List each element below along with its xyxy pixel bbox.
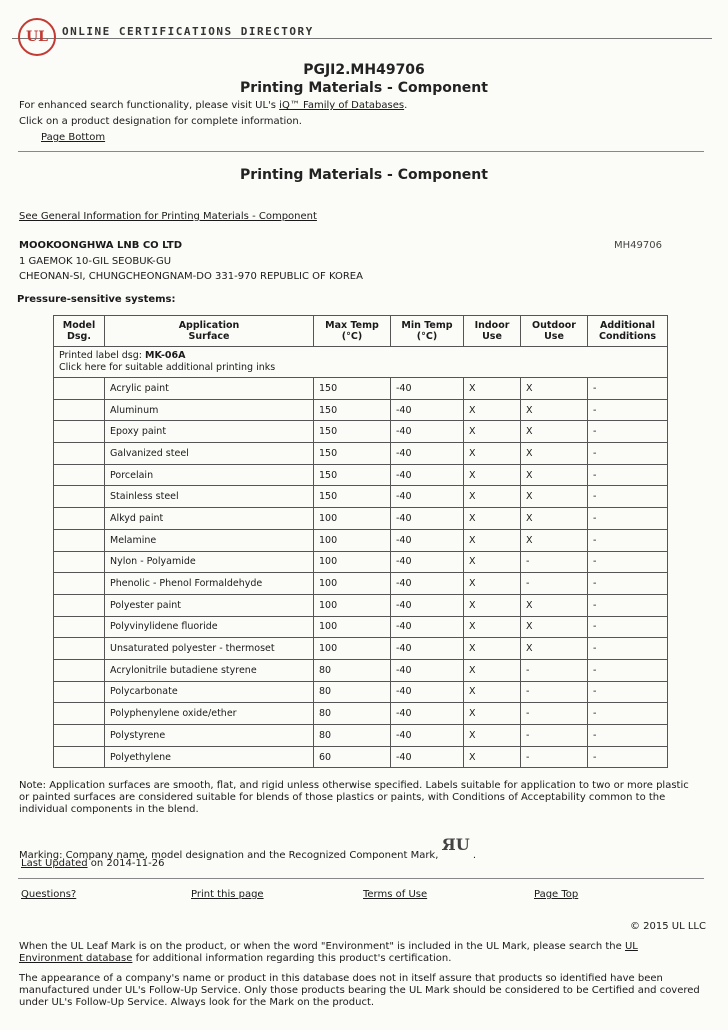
- min-cell: -40: [391, 464, 464, 486]
- outdoor-cell: X: [521, 529, 588, 551]
- col-max-temp: Max Temp (°C): [314, 316, 391, 347]
- marking-text: Marking: Company name, model designation and the Recognized Component Mark,: [19, 850, 439, 861]
- cond-cell: -: [588, 508, 668, 530]
- table-header-row: [54, 316, 668, 347]
- max-cell: 80: [314, 703, 391, 725]
- company-address-2: CHEONAN-SI, CHUNGCHEONGNAM-DO 331-970 REPUBLIC OF KOREA: [19, 271, 363, 282]
- indoor-cell: X: [464, 551, 521, 573]
- print-page-link[interactable]: Print this page: [191, 889, 264, 900]
- model-designation-link[interactable]: MK-06A: [144, 350, 186, 361]
- surface-cell: Stainless steel: [105, 486, 314, 508]
- terms-of-use-link[interactable]: Terms of Use: [363, 889, 428, 900]
- surface-cell: Polyester paint: [105, 594, 314, 616]
- model-cell: [54, 616, 105, 638]
- table-row: [54, 594, 668, 616]
- general-info-link[interactable]: See General Information for Printing Materials - Component: [19, 211, 317, 222]
- max-cell: 150: [314, 486, 391, 508]
- leaf-notice-text: When the UL Leaf Mark is on the product, or when the word "Environment" is included in the UL Mark, please search the: [19, 941, 625, 952]
- table-row: [54, 464, 668, 486]
- page-bottom-link[interactable]: Page Bottom: [41, 132, 106, 143]
- last-updated-date: on 2014-11-26: [87, 858, 165, 869]
- page-code-title: PGJI2.MH49706: [303, 62, 425, 78]
- surface-cell: Phenolic - Phenol Formaldehyde: [105, 573, 314, 595]
- copyright: © 2015 UL LLC: [629, 921, 706, 932]
- footer-divider: [18, 878, 704, 879]
- indoor-cell: X: [464, 659, 521, 681]
- min-cell: -40: [391, 594, 464, 616]
- model-cell: [54, 486, 105, 508]
- indoor-cell: X: [464, 399, 521, 421]
- cond-cell: -: [588, 378, 668, 400]
- ul-logo: UL: [18, 18, 56, 56]
- company-name: MOOKOONGHWA LNB CO LTD: [19, 240, 183, 251]
- max-cell: 150: [314, 421, 391, 443]
- min-cell: -40: [391, 638, 464, 660]
- cond-cell: -: [588, 616, 668, 638]
- surface-cell: Polyphenylene oxide/ether: [105, 703, 314, 725]
- cond-cell: -: [588, 746, 668, 768]
- model-cell: [54, 594, 105, 616]
- indoor-cell: X: [464, 508, 521, 530]
- surface-cell: Unsaturated polyester - thermoset: [105, 638, 314, 660]
- ur-mark-icon: ЯU: [441, 835, 470, 854]
- outdoor-cell: -: [521, 703, 588, 725]
- application-note: Note: Application surfaces are smooth, flat, and rigid unless otherwise specified. Labels suitable for application to two or more plastic or painted surfaces are considered suitable for blends of those plastics or paints, with Conditions of Acceptability common to the individual components in the blend.: [19, 780, 689, 815]
- outdoor-cell: X: [521, 399, 588, 421]
- table-row: [54, 443, 668, 465]
- indoor-cell: X: [464, 681, 521, 703]
- min-cell: -40: [391, 681, 464, 703]
- model-cell: [54, 681, 105, 703]
- last-updated-link[interactable]: Last Updated: [21, 858, 88, 869]
- indoor-cell: X: [464, 616, 521, 638]
- cond-cell: -: [588, 681, 668, 703]
- min-cell: -40: [391, 399, 464, 421]
- min-cell: -40: [391, 725, 464, 747]
- max-cell: 100: [314, 529, 391, 551]
- indoor-cell: X: [464, 638, 521, 660]
- surface-cell: Polycarbonate: [105, 681, 314, 703]
- section-title: Printing Materials - Component: [240, 167, 488, 183]
- model-cell: [54, 508, 105, 530]
- follow-up-disclaimer: The appearance of a company's name or product in this database does not in itself assure that products so identified have been manufactured under UL's Follow-Up Service. Only those products bearing the UL Mark should be considered to be Certified and covered under UL's Follow-Up Service. Always look for the Mark on the product.: [19, 973, 700, 1008]
- outdoor-cell: -: [521, 551, 588, 573]
- model-cell: [54, 464, 105, 486]
- model-cell: [54, 638, 105, 660]
- outdoor-cell: X: [521, 464, 588, 486]
- model-cell: [54, 573, 105, 595]
- min-cell: -40: [391, 573, 464, 595]
- max-cell: 100: [314, 573, 391, 595]
- ul-environment-link[interactable]: UL Environment database: [19, 941, 638, 964]
- max-cell: 150: [314, 399, 391, 421]
- surface-cell: Alkyd paint: [105, 508, 314, 530]
- iq-databases-link[interactable]: iQ™ Family of Databases: [279, 100, 405, 111]
- outdoor-cell: -: [521, 746, 588, 768]
- surface-cell: Acrylonitrile butadiene styrene: [105, 659, 314, 681]
- table-row: [54, 746, 668, 768]
- indoor-cell: X: [464, 725, 521, 747]
- table-row: [54, 659, 668, 681]
- indoor-cell: X: [464, 378, 521, 400]
- marking-end: .: [472, 850, 477, 861]
- cond-cell: -: [588, 551, 668, 573]
- table-row: [54, 378, 668, 400]
- outdoor-cell: X: [521, 638, 588, 660]
- surface-cell: Aluminum: [105, 399, 314, 421]
- min-cell: -40: [391, 486, 464, 508]
- model-cell: [54, 378, 105, 400]
- outdoor-cell: X: [521, 616, 588, 638]
- table-row: [54, 681, 668, 703]
- max-cell: 80: [314, 725, 391, 747]
- file-number: MH49706: [614, 240, 662, 251]
- col-conditions: Additional Conditions: [588, 316, 668, 347]
- model-cell: [54, 725, 105, 747]
- label-designation-row: [54, 347, 668, 378]
- cond-cell: -: [588, 638, 668, 660]
- table-row: [54, 638, 668, 660]
- model-cell: [54, 659, 105, 681]
- header-rule: [12, 38, 712, 39]
- table-row: [54, 508, 668, 530]
- indoor-cell: X: [464, 746, 521, 768]
- model-cell: [54, 529, 105, 551]
- min-cell: -40: [391, 703, 464, 725]
- min-cell: -40: [391, 746, 464, 768]
- min-cell: -40: [391, 659, 464, 681]
- cond-cell: -: [588, 443, 668, 465]
- max-cell: 60: [314, 746, 391, 768]
- surface-cell: Polyvinylidene fluoride: [105, 616, 314, 638]
- table-row: [54, 529, 668, 551]
- indoor-cell: X: [464, 594, 521, 616]
- outdoor-cell: -: [521, 725, 588, 747]
- surface-cell: Polystyrene: [105, 725, 314, 747]
- certification-table: [53, 315, 668, 768]
- cond-cell: -: [588, 659, 668, 681]
- col-min-temp: Min Temp (°C): [391, 316, 464, 347]
- indoor-cell: X: [464, 464, 521, 486]
- min-cell: -40: [391, 378, 464, 400]
- surface-cell: Galvanized steel: [105, 443, 314, 465]
- leaf-mark-notice: [19, 941, 701, 965]
- outdoor-cell: X: [521, 594, 588, 616]
- cond-cell: -: [588, 725, 668, 747]
- model-cell: [54, 421, 105, 443]
- col-model: Model Dsg.: [54, 316, 105, 347]
- cond-cell: -: [588, 464, 668, 486]
- min-cell: -40: [391, 443, 464, 465]
- col-indoor: Indoor Use: [464, 316, 521, 347]
- max-cell: 100: [314, 594, 391, 616]
- table-row: [54, 703, 668, 725]
- table-row: [54, 616, 668, 638]
- divider: [18, 151, 704, 152]
- page-top-link[interactable]: Page Top: [534, 889, 579, 900]
- table-row: [54, 421, 668, 443]
- max-cell: 100: [314, 508, 391, 530]
- outdoor-cell: X: [521, 486, 588, 508]
- outdoor-cell: X: [521, 378, 588, 400]
- min-cell: -40: [391, 551, 464, 573]
- max-cell: 100: [314, 616, 391, 638]
- company-address-1: 1 GAEMOK 10-GIL SEOBUK-GU: [19, 256, 172, 267]
- indoor-cell: X: [464, 573, 521, 595]
- max-cell: 100: [314, 551, 391, 573]
- additional-inks-link[interactable]: Click here for suitable additional printing inks: [59, 362, 276, 373]
- table-row: [54, 399, 668, 421]
- surface-cell: Acrylic paint: [105, 378, 314, 400]
- max-cell: 150: [314, 378, 391, 400]
- outdoor-cell: X: [521, 421, 588, 443]
- intro-line-2: Click on a product designation for complete information.: [19, 116, 302, 127]
- leaf-notice-end: for additional information regarding this product's certification.: [132, 953, 452, 964]
- max-cell: 80: [314, 659, 391, 681]
- surface-cell: Nylon - Polyamide: [105, 551, 314, 573]
- last-updated-line: [21, 858, 165, 869]
- max-cell: 80: [314, 681, 391, 703]
- cond-cell: -: [588, 573, 668, 595]
- outdoor-cell: X: [521, 443, 588, 465]
- cond-cell: -: [588, 703, 668, 725]
- cond-cell: -: [588, 421, 668, 443]
- page-title: Printing Materials - Component: [240, 80, 488, 96]
- outdoor-cell: -: [521, 681, 588, 703]
- indoor-cell: X: [464, 443, 521, 465]
- model-cell: [54, 443, 105, 465]
- label-dsg-prefix: Printed label dsg:: [59, 350, 145, 361]
- indoor-cell: X: [464, 529, 521, 551]
- surface-cell: Epoxy paint: [105, 421, 314, 443]
- questions-link[interactable]: Questions?: [21, 889, 77, 900]
- table-row: [54, 486, 668, 508]
- col-outdoor: Outdoor Use: [521, 316, 588, 347]
- model-cell: [54, 703, 105, 725]
- surface-cell: Porcelain: [105, 464, 314, 486]
- indoor-cell: X: [464, 703, 521, 725]
- cond-cell: -: [588, 529, 668, 551]
- cond-cell: -: [588, 486, 668, 508]
- table-row: [54, 573, 668, 595]
- label-designation-cell: [54, 347, 668, 378]
- surface-cell: Melamine: [105, 529, 314, 551]
- outdoor-cell: -: [521, 659, 588, 681]
- max-cell: 150: [314, 464, 391, 486]
- indoor-cell: X: [464, 486, 521, 508]
- intro-line-1: [19, 100, 407, 111]
- max-cell: 100: [314, 638, 391, 660]
- intro-period: .: [404, 100, 408, 111]
- min-cell: -40: [391, 508, 464, 530]
- min-cell: -40: [391, 421, 464, 443]
- min-cell: -40: [391, 616, 464, 638]
- outdoor-cell: -: [521, 573, 588, 595]
- min-cell: -40: [391, 529, 464, 551]
- max-cell: 150: [314, 443, 391, 465]
- cond-cell: -: [588, 594, 668, 616]
- directory-title: ONLINE CERTIFICATIONS DIRECTORY: [62, 25, 318, 38]
- model-cell: [54, 399, 105, 421]
- table-row: [54, 551, 668, 573]
- systems-label: Pressure-sensitive systems:: [17, 294, 176, 305]
- model-cell: [54, 746, 105, 768]
- outdoor-cell: X: [521, 508, 588, 530]
- col-surface: Application Surface: [105, 316, 314, 347]
- model-cell: [54, 551, 105, 573]
- intro-text: For enhanced search functionality, please visit UL's: [19, 100, 280, 111]
- indoor-cell: X: [464, 421, 521, 443]
- cond-cell: -: [588, 399, 668, 421]
- surface-cell: Polyethylene: [105, 746, 314, 768]
- table-row: [54, 725, 668, 747]
- directory-header: [12, 18, 712, 58]
